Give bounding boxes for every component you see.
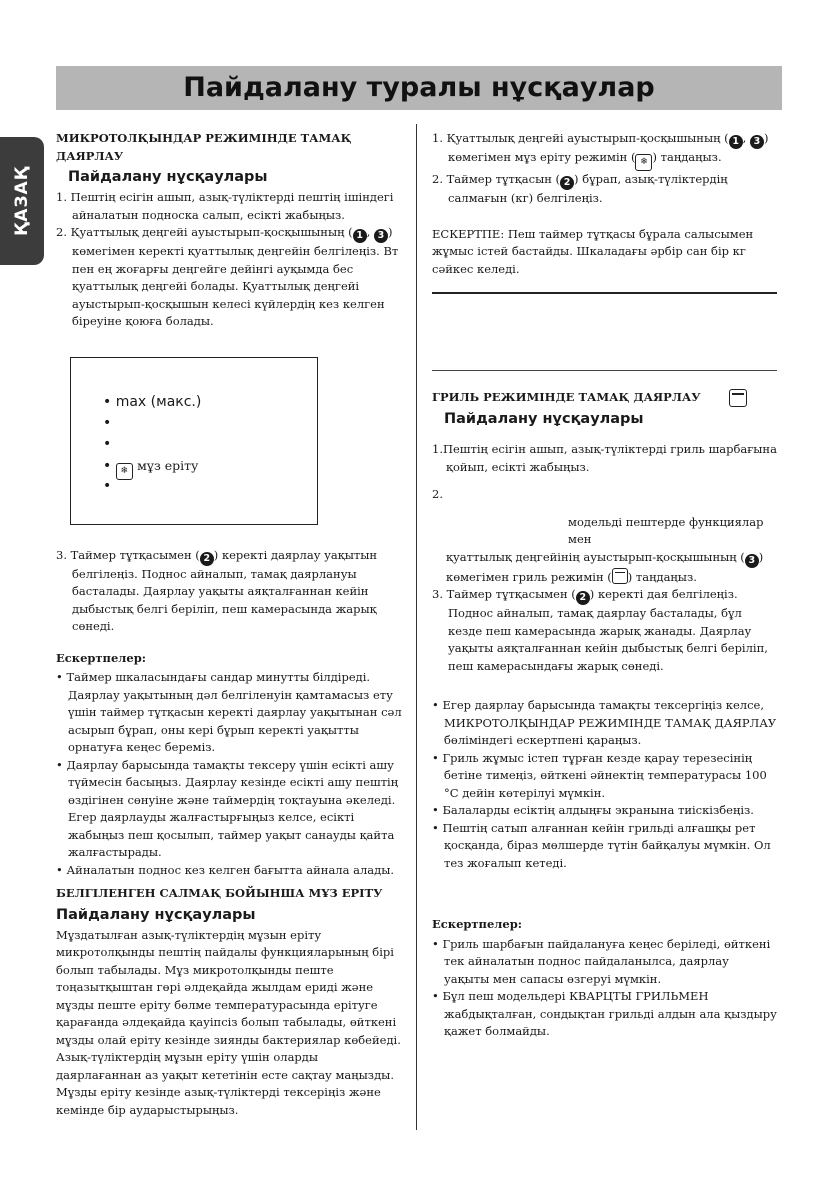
number-3-icon: 3 xyxy=(745,554,759,568)
grill-notes-heading: Ескертпелер: xyxy=(432,917,523,931)
defrost-paragraph-1: Мұздатылған азық-түліктердің мұзын еріту микротолқынды пештің пайдалы функцияларының бірі болып табылады. Мұз микротолқынды пеште тоңазытқыштан гөрі әлдеқайда жылдам ериді және мұзды пеште еріту бөлме температурасында ерітуге қарағанда әлдеқайда қауіпсіз болып табылады, өйткені мұзды олай еріту кезінде зиянды бактериялар көбейеді. xyxy=(56,927,401,1047)
grill-step-2-number: 2. xyxy=(432,487,443,501)
left-column xyxy=(56,130,406,1119)
micro-notes-heading: Ескертпелер: xyxy=(56,650,147,665)
grill-bullet-2: • Гриль жұмыс істеп тұрған кезде қарау терезесінің бетіне тимеңіз, өйткені әйнектің температурасы 100 °С дейін көтерілуі мүмкін. xyxy=(432,750,767,800)
header-bar xyxy=(56,66,782,110)
section-divider-thin xyxy=(432,370,777,371)
grill-icon xyxy=(729,389,747,407)
power-levels-list xyxy=(103,392,201,497)
micro-note-3: • Айналатын поднос кез келген бағытта айнала алады. xyxy=(56,862,395,877)
grill-section-heading: ГРИЛЬ РЕЖИМІНДЕ ТАМАҚ ДАЯРЛАУ xyxy=(432,390,701,405)
grill-bullet-1: • Егер даярлау барысында тамақты тексергіңіз келсе, МИКРОТОЛҚЫНДАР РЕЖИМІНДЕ ТАМАҚ ДАЯРЛАУ бөліміндегі ескертпені қараңыз. xyxy=(432,698,777,747)
defrost-step-1: 1. Қуаттылық деңгейі ауыстырып-қосқышының ( 1 , 3 ) көмегімен мұз еріту режимін ( ❄ ) таңдаңыз. xyxy=(432,130,777,171)
power-levels-box xyxy=(70,357,318,525)
grill-section-heading-row xyxy=(432,389,777,407)
defrost-section-subheading: Пайдалану нұсқаулары xyxy=(56,906,256,923)
number-2-icon: 2 xyxy=(560,176,574,190)
power-level-defrost: • ❄ мұз еріту xyxy=(103,455,201,476)
section-divider xyxy=(432,292,777,294)
grill-bullet-4: • Пештің сатып алғаннан кейін грильді алғашқы рет қосқанда, біраз мөлшерде түтін байқалуы мүмкін. Ол тез жоғалып кетеді. xyxy=(432,820,771,870)
language-tab-label: ҚАЗАҚ xyxy=(12,166,32,236)
grill-bullet-3: • Балаларды есіктің алдыңғы экранына тиіскізбеңіз. xyxy=(432,803,754,817)
grill-step-2: қуаттылық деңгейінің ауыстырып-қосқышының ( 3 ) көмегімен гриль режимін ( ) таңдаңыз. xyxy=(446,549,764,584)
power-level-3: • xyxy=(103,435,112,452)
defrost-icon: ❄ xyxy=(635,154,652,171)
language-tab xyxy=(0,137,44,265)
page-title: Пайдалану туралы нұсқаулар xyxy=(183,72,655,103)
micro-note-2: • Даярлау барысында тамақты тексеру үшін есікті ашу түймесін басыңыз. Даярлау кезінде есікті ашу пештің өздігінен сөнуіне және таймердің тоқтауына әкеледі. Егер даярлауды жалғастырғыңыз келсе, есікті жабыңыз пеш қосылып, таймер уақыт санауды қайта жалғастырады. xyxy=(56,757,399,859)
number-2-icon: 2 xyxy=(576,591,590,605)
defrost-icon: ❄ xyxy=(116,463,133,480)
grill-step-2-line: модельді пештерде функциялар мен xyxy=(568,514,764,546)
grill-note-2: • Бұл пеш модельдері КВАРЦТЫ ГРИЛЬМЕН жабдықталған, сондықтан грильді алдын ала қыздыру қажет болмайды. xyxy=(432,989,777,1038)
defrost-paragraph-2: Азық-түліктердің мұзын еріту үшін оларды даярлағаннан аз уақыт кететінін есте сақтау маңызды. Мұзды еріту кезінде азық-түліктерді тексеріңіз және кемінде бір аударыстырыңыз. xyxy=(56,1050,394,1117)
number-2-icon: 2 xyxy=(200,552,214,566)
grill-note-1: • Гриль шарбағын пайдалануға кеңес беріледі, өйткені тек айналатын поднос пайдаланылса, даярлау уақыты мен сапасы өзгеруі мүмкін. xyxy=(432,936,771,986)
power-level-5: • xyxy=(103,477,112,494)
grill-icon xyxy=(612,568,628,584)
defrost-note: ЕСКЕРТПЕ: Пеш таймер тұтқасы бұрала салысымен жұмыс істей бастайды. Шкаладағы әрбір сан бір кг сәйкес келеді. xyxy=(432,226,754,276)
number-1-icon: 1 xyxy=(729,135,743,149)
number-3-icon: 3 xyxy=(374,229,388,243)
micro-note-1: • Таймер шкаласындағы сандар минутты білдіреді. Даярлау уақытының дәл белгіленуін қамтамасыз ету үшін таймер тұтқасын керекті даярлау уақытынан сәл асырып бұрап, оны кері бұрып керекті уақытты орнатуға кеңес береміз. xyxy=(56,670,402,754)
grill-section-subheading: Пайдалану нұсқаулары xyxy=(444,411,644,427)
defrost-section-heading: БЕЛГІЛЕНГЕН САЛМАҚ БОЙЫНША МҰЗ ЕРІТУ xyxy=(56,886,383,900)
micro-step-2: 2. Қуаттылық деңгейі ауыстырып-қосқышының ( 1 , 3 ) көмегімен керекті қуаттылық деңгейін белгілеңіз. Вт пен ең жоғарғы деңгейге дейінгі ауқымда бес қуаттылық деңгейі болады. Қуаттылық деңгейі ауыстырып-қосқышын келесі күйлердің кез келген біреуіне қоюға болады. xyxy=(56,225,399,328)
micro-section-subheading: Пайдалану нұсқаулары xyxy=(68,169,268,185)
number-3-icon: 3 xyxy=(750,135,764,149)
micro-step-1: 1. Пештің есігін ашып, азық-түліктерді пештің ішіндегі айналатын подноска салып, есікті жабыңыз. xyxy=(56,190,394,222)
micro-section-heading: МИКРОТОЛҚЫНДАР РЕЖИМІНДЕ ТАМАҚ ДАЯРЛАУ xyxy=(56,131,352,163)
power-level-2: • xyxy=(103,414,112,431)
power-level-max: • max (макс.) xyxy=(103,393,202,410)
defrost-step-2: 2. Таймер тұтқасын ( 2 ) бұрап, азық-түліктердің салмағын (кг) белгілеңіз. xyxy=(432,172,728,205)
grill-step-1: 1.Пештің есігін ашып, азық-түліктерді гриль шарбағына қойып, есікті жабыңыз. xyxy=(432,442,777,474)
grill-step-3: 3. Таймер тұтқасымен ( 2 ) керекті дая белгілеңіз. Поднос айналып, тамақ даярлау басталады, бұл кезде пеш камерасында жарық жанады. Даярлау уақыты аяқталғаннан кейін дыбыстық белгі беріліп, пеш камерасындағы жарық сөнеді. xyxy=(432,587,768,673)
right-column xyxy=(432,130,777,1041)
column-divider xyxy=(416,124,417,1130)
micro-step-3: 3. Таймер тұтқасымен ( 2 ) керекті даярлау уақытын белгілеңіз. Поднос айналып, тамақ даярлануы басталады. Даярлау уақыты аяқталғаннан кейін дыбыстық белгі беріліп, пеш камерасында жарық сөнеді. xyxy=(56,547,378,633)
number-1-icon: 1 xyxy=(353,229,367,243)
